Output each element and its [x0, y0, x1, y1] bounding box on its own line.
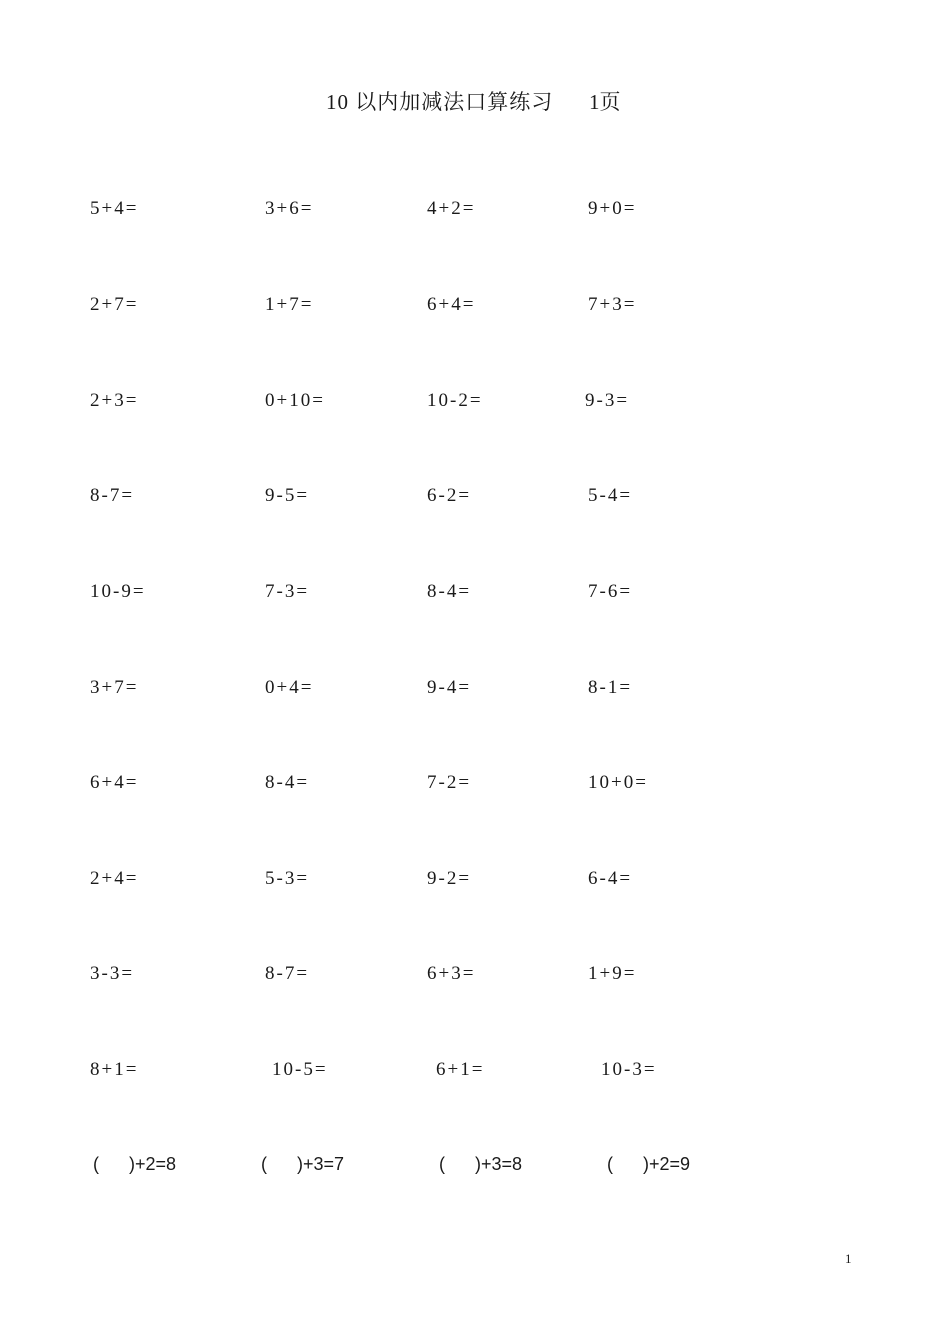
fill-in-problem: ( )+2=8: [93, 1154, 177, 1174]
problem-item: 6+4=: [90, 772, 139, 793]
problem-item: 9-4=: [427, 677, 472, 698]
problem-item: 10-3=: [601, 1059, 657, 1080]
problem-item: 10+0=: [588, 772, 648, 793]
problem-item: 8-4=: [265, 772, 310, 793]
problem-item: 5+4=: [90, 198, 139, 219]
problem-item: 6-4=: [588, 868, 633, 889]
problem-item: 8-7=: [90, 485, 135, 506]
problem-item: 7-2=: [427, 772, 472, 793]
fill-in-problem: ( )+3=7: [261, 1154, 345, 1174]
problem-item: 6+4=: [427, 294, 476, 315]
page-number: 1: [845, 1251, 852, 1266]
problem-item: 2+4=: [90, 868, 139, 889]
problem-item: 3+6=: [265, 198, 314, 219]
problem-item: 6-2=: [427, 485, 472, 506]
fill-in-problem: ( )+3=8: [439, 1154, 523, 1174]
problem-item: 9-5=: [265, 485, 310, 506]
problem-item: 1+7=: [265, 294, 314, 315]
problem-item: 7-3=: [265, 581, 310, 602]
problem-item: 8+1=: [90, 1059, 139, 1080]
problem-item: 8-1=: [588, 677, 633, 698]
problem-item: 9-3=: [585, 390, 630, 411]
problem-item: 9+0=: [588, 198, 637, 219]
problem-item: 10-9=: [90, 581, 146, 602]
problem-item: 0+4=: [265, 677, 314, 698]
problem-item: 8-7=: [265, 963, 310, 984]
problem-item: 7-6=: [588, 581, 633, 602]
problem-item: 8-4=: [427, 581, 472, 602]
problem-item: 3+7=: [90, 677, 139, 698]
sheet-number: 1页: [589, 90, 621, 114]
problem-item: 10-2=: [427, 390, 483, 411]
problem-item: 9-2=: [427, 868, 472, 889]
problem-item: 2+3=: [90, 390, 139, 411]
problem-item: 5-4=: [588, 485, 633, 506]
problem-item: 4+2=: [427, 198, 476, 219]
fill-in-problem: ( )+2=9: [607, 1154, 691, 1174]
problem-item: 6+1=: [436, 1059, 485, 1080]
problem-item: 6+3=: [427, 963, 476, 984]
worksheet-title: 10 以内加减法口算练习: [326, 90, 554, 114]
problem-item: 3-3=: [90, 963, 135, 984]
problem-item: 0+10=: [265, 390, 325, 411]
problem-item: 10-5=: [272, 1059, 328, 1080]
problem-item: 5-3=: [265, 868, 310, 889]
problem-item: 7+3=: [588, 294, 637, 315]
problem-item: 2+7=: [90, 294, 139, 315]
problem-item: 1+9=: [588, 963, 637, 984]
